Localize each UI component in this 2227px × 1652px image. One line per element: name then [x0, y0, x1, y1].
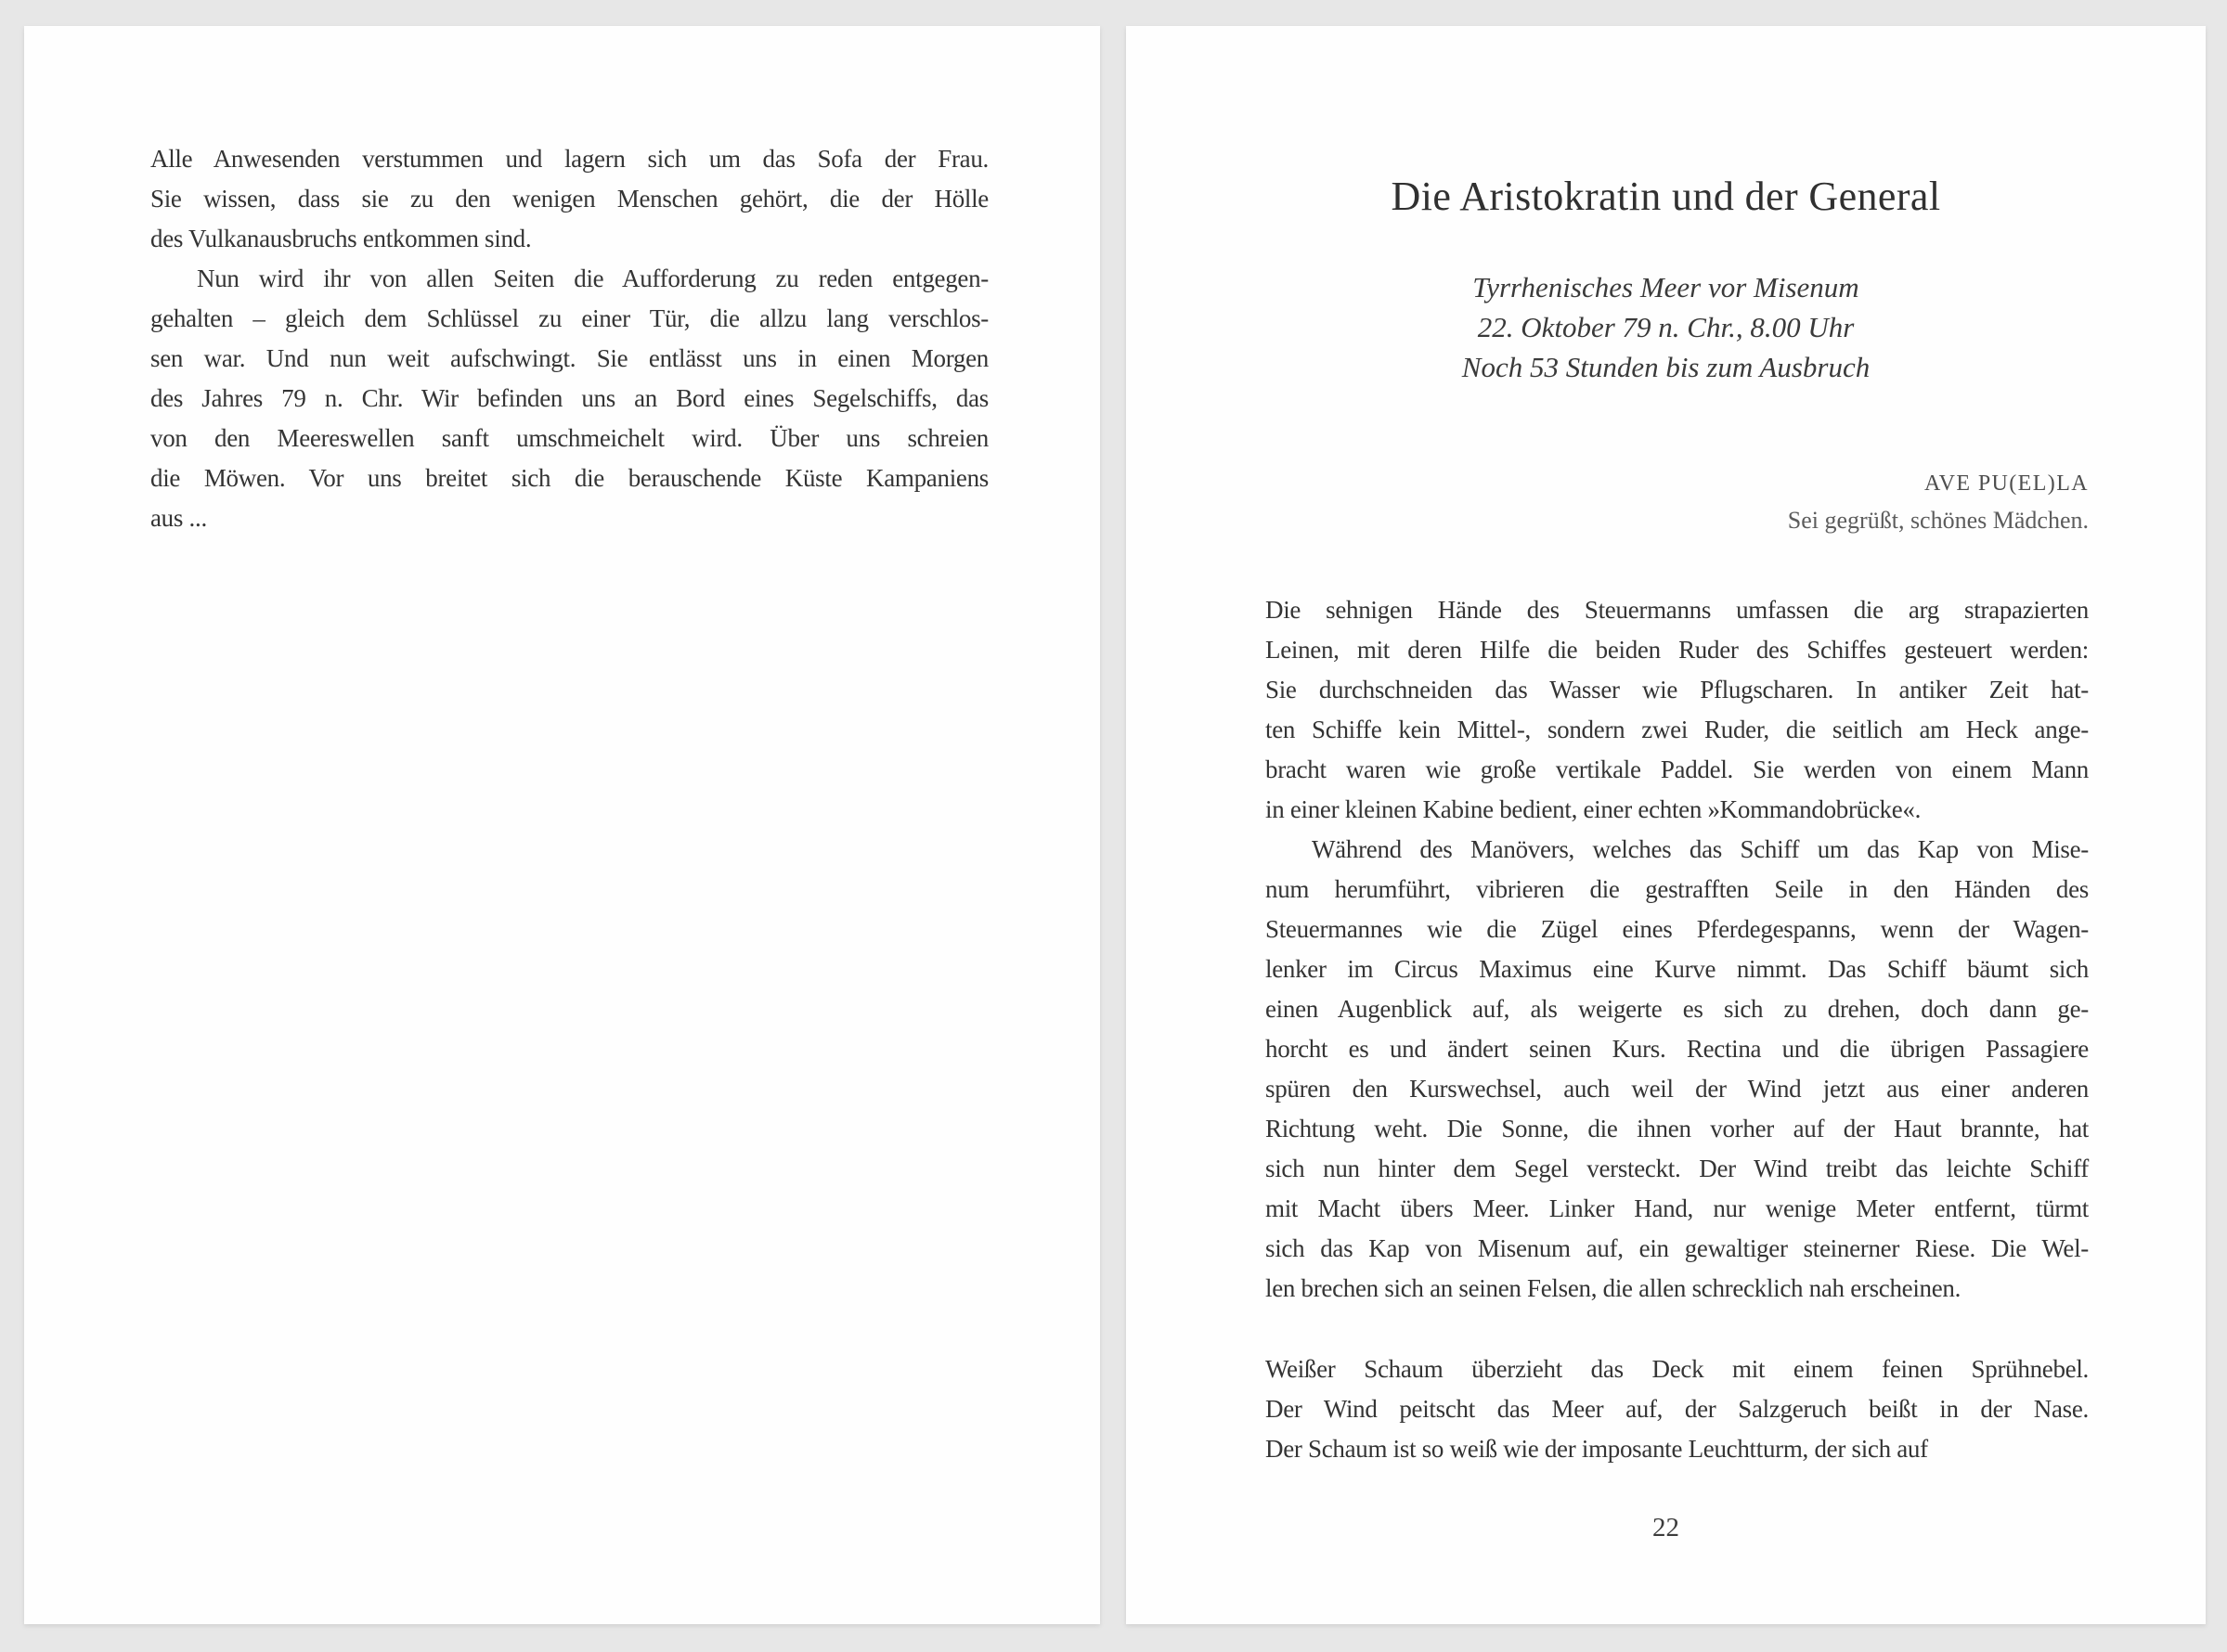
text-line: aus ...	[150, 504, 207, 532]
text-line: bracht waren wie große vertikale Paddel. Sie werden von einem Mann	[1265, 755, 2089, 783]
text-line: Nun wird ihr von allen Seiten die Aufforderung zu reden entgegen-	[197, 265, 989, 292]
epigraph-latin: AVE PU(EL)LA	[1923, 471, 2089, 496]
paragraph	[1265, 830, 2089, 1309]
epigraph-translation: Sei gegrüßt, schönes Mädchen.	[1787, 507, 2089, 534]
epigraph	[1788, 465, 2089, 539]
text-line: Während des Manövers, welches das Schiff um das Kap von Mise-	[1312, 835, 2089, 863]
text-line: des Jahres 79 n. Chr. Wir befinden uns an Bord eines Segelschiffs, das	[150, 384, 989, 412]
text-line: len brechen sich an seinen Felsen, die allen schrecklich nah erscheinen.	[1265, 1274, 1962, 1302]
text-line: Sie durchschneiden das Wasser wie Pflugscharen. In antiker Zeit hat-	[1265, 676, 2089, 703]
left-page	[24, 26, 1100, 1624]
text-line: Steuermannes wie die Zügel eines Pferdegespanns, wenn der Wagen-	[1265, 915, 2089, 943]
dateline-line: Noch 53 Stunden bis zum Ausbruch	[1461, 351, 1871, 383]
left-page-body	[150, 139, 989, 538]
dateline-line: Tyrrhenisches Meer vor Misenum	[1472, 271, 1859, 303]
text-line: lenker im Circus Maximus eine Kurve nimmt. Das Schiff bäumt sich	[1265, 955, 2089, 983]
text-line: Weißer Schaum überzieht das Deck mit einem feinen Sprühnebel.	[1265, 1355, 2089, 1383]
text-line: Sie wissen, dass sie zu den wenigen Menschen gehört, die der Hölle	[150, 185, 989, 213]
text-line: Der Wind peitscht das Meer auf, der Salzgeruch beißt in der Nase.	[1265, 1395, 2089, 1423]
text-line: sich das Kap von Misenum auf, ein gewaltiger steinerner Riese. Die Wel-	[1265, 1234, 2089, 1262]
paragraph	[150, 139, 989, 259]
text-line: Leinen, mit deren Hilfe die beiden Ruder des Schiffes gesteuert werden:	[1265, 636, 2089, 664]
text-line: gehalten – gleich dem Schlüssel zu einer Tür, die allzu lang verschlos-	[150, 304, 989, 332]
text-line: die Möwen. Vor uns breitet sich die berauschende Küste Kampaniens	[150, 464, 989, 492]
text-line: in einer kleinen Kabine bedient, einer echten »Kommandobrücke«.	[1265, 795, 1922, 823]
chapter-title: Die Aristokratin und der General	[1391, 174, 1941, 219]
text-line: sich nun hinter dem Segel versteckt. Der Wind treibt das leichte Schiff	[1265, 1155, 2089, 1182]
text-line: sen war. Und nun weit aufschwingt. Sie entlässt uns in einen Morgen	[150, 344, 989, 372]
paragraph	[1265, 1349, 2089, 1469]
page-number: 22	[1652, 1513, 1679, 1542]
chapter-dateline	[1126, 267, 2206, 387]
text-line: von den Meereswellen sanft umschmeichelt wird. Über uns schreien	[150, 424, 989, 452]
text-line: horcht es und ändert seinen Kurs. Rectina und die übrigen Passagiere	[1265, 1035, 2089, 1063]
text-line: Die sehnigen Hände des Steuermanns umfassen die arg strapazierten	[1265, 596, 2089, 624]
text-line: des Vulkanausbruchs entkommen sind.	[150, 225, 532, 252]
paragraph	[1265, 590, 2089, 830]
right-page	[1126, 26, 2206, 1624]
dateline-line: 22. Oktober 79 n. Chr., 8.00 Uhr	[1477, 311, 1855, 343]
text-line: num herumführt, vibrieren die gestrafften Seile in den Händen des	[1265, 875, 2089, 903]
text-line: Der Schaum ist so weiß wie der imposante Leuchtturm, der sich auf	[1265, 1435, 1928, 1463]
text-line: Alle Anwesenden verstummen und lagern sich um das Sofa der Frau.	[150, 145, 989, 173]
right-page-body	[1265, 590, 2089, 1469]
text-line: einen Augenblick auf, als weigerte es sich zu drehen, doch dann ge-	[1265, 995, 2089, 1023]
paragraph	[150, 259, 989, 538]
text-line: ten Schiffe kein Mittel-, sondern zwei Ruder, die seitlich am Heck ange-	[1265, 716, 2089, 743]
text-line: spüren den Kurswechsel, auch weil der Wind jetzt aus einer anderen	[1265, 1075, 2089, 1103]
text-line: Richtung weht. Die Sonne, die ihnen vorher auf der Haut brannte, hat	[1265, 1115, 2089, 1142]
text-line: mit Macht übers Meer. Linker Hand, nur wenige Meter entfernt, türmt	[1265, 1194, 2089, 1222]
